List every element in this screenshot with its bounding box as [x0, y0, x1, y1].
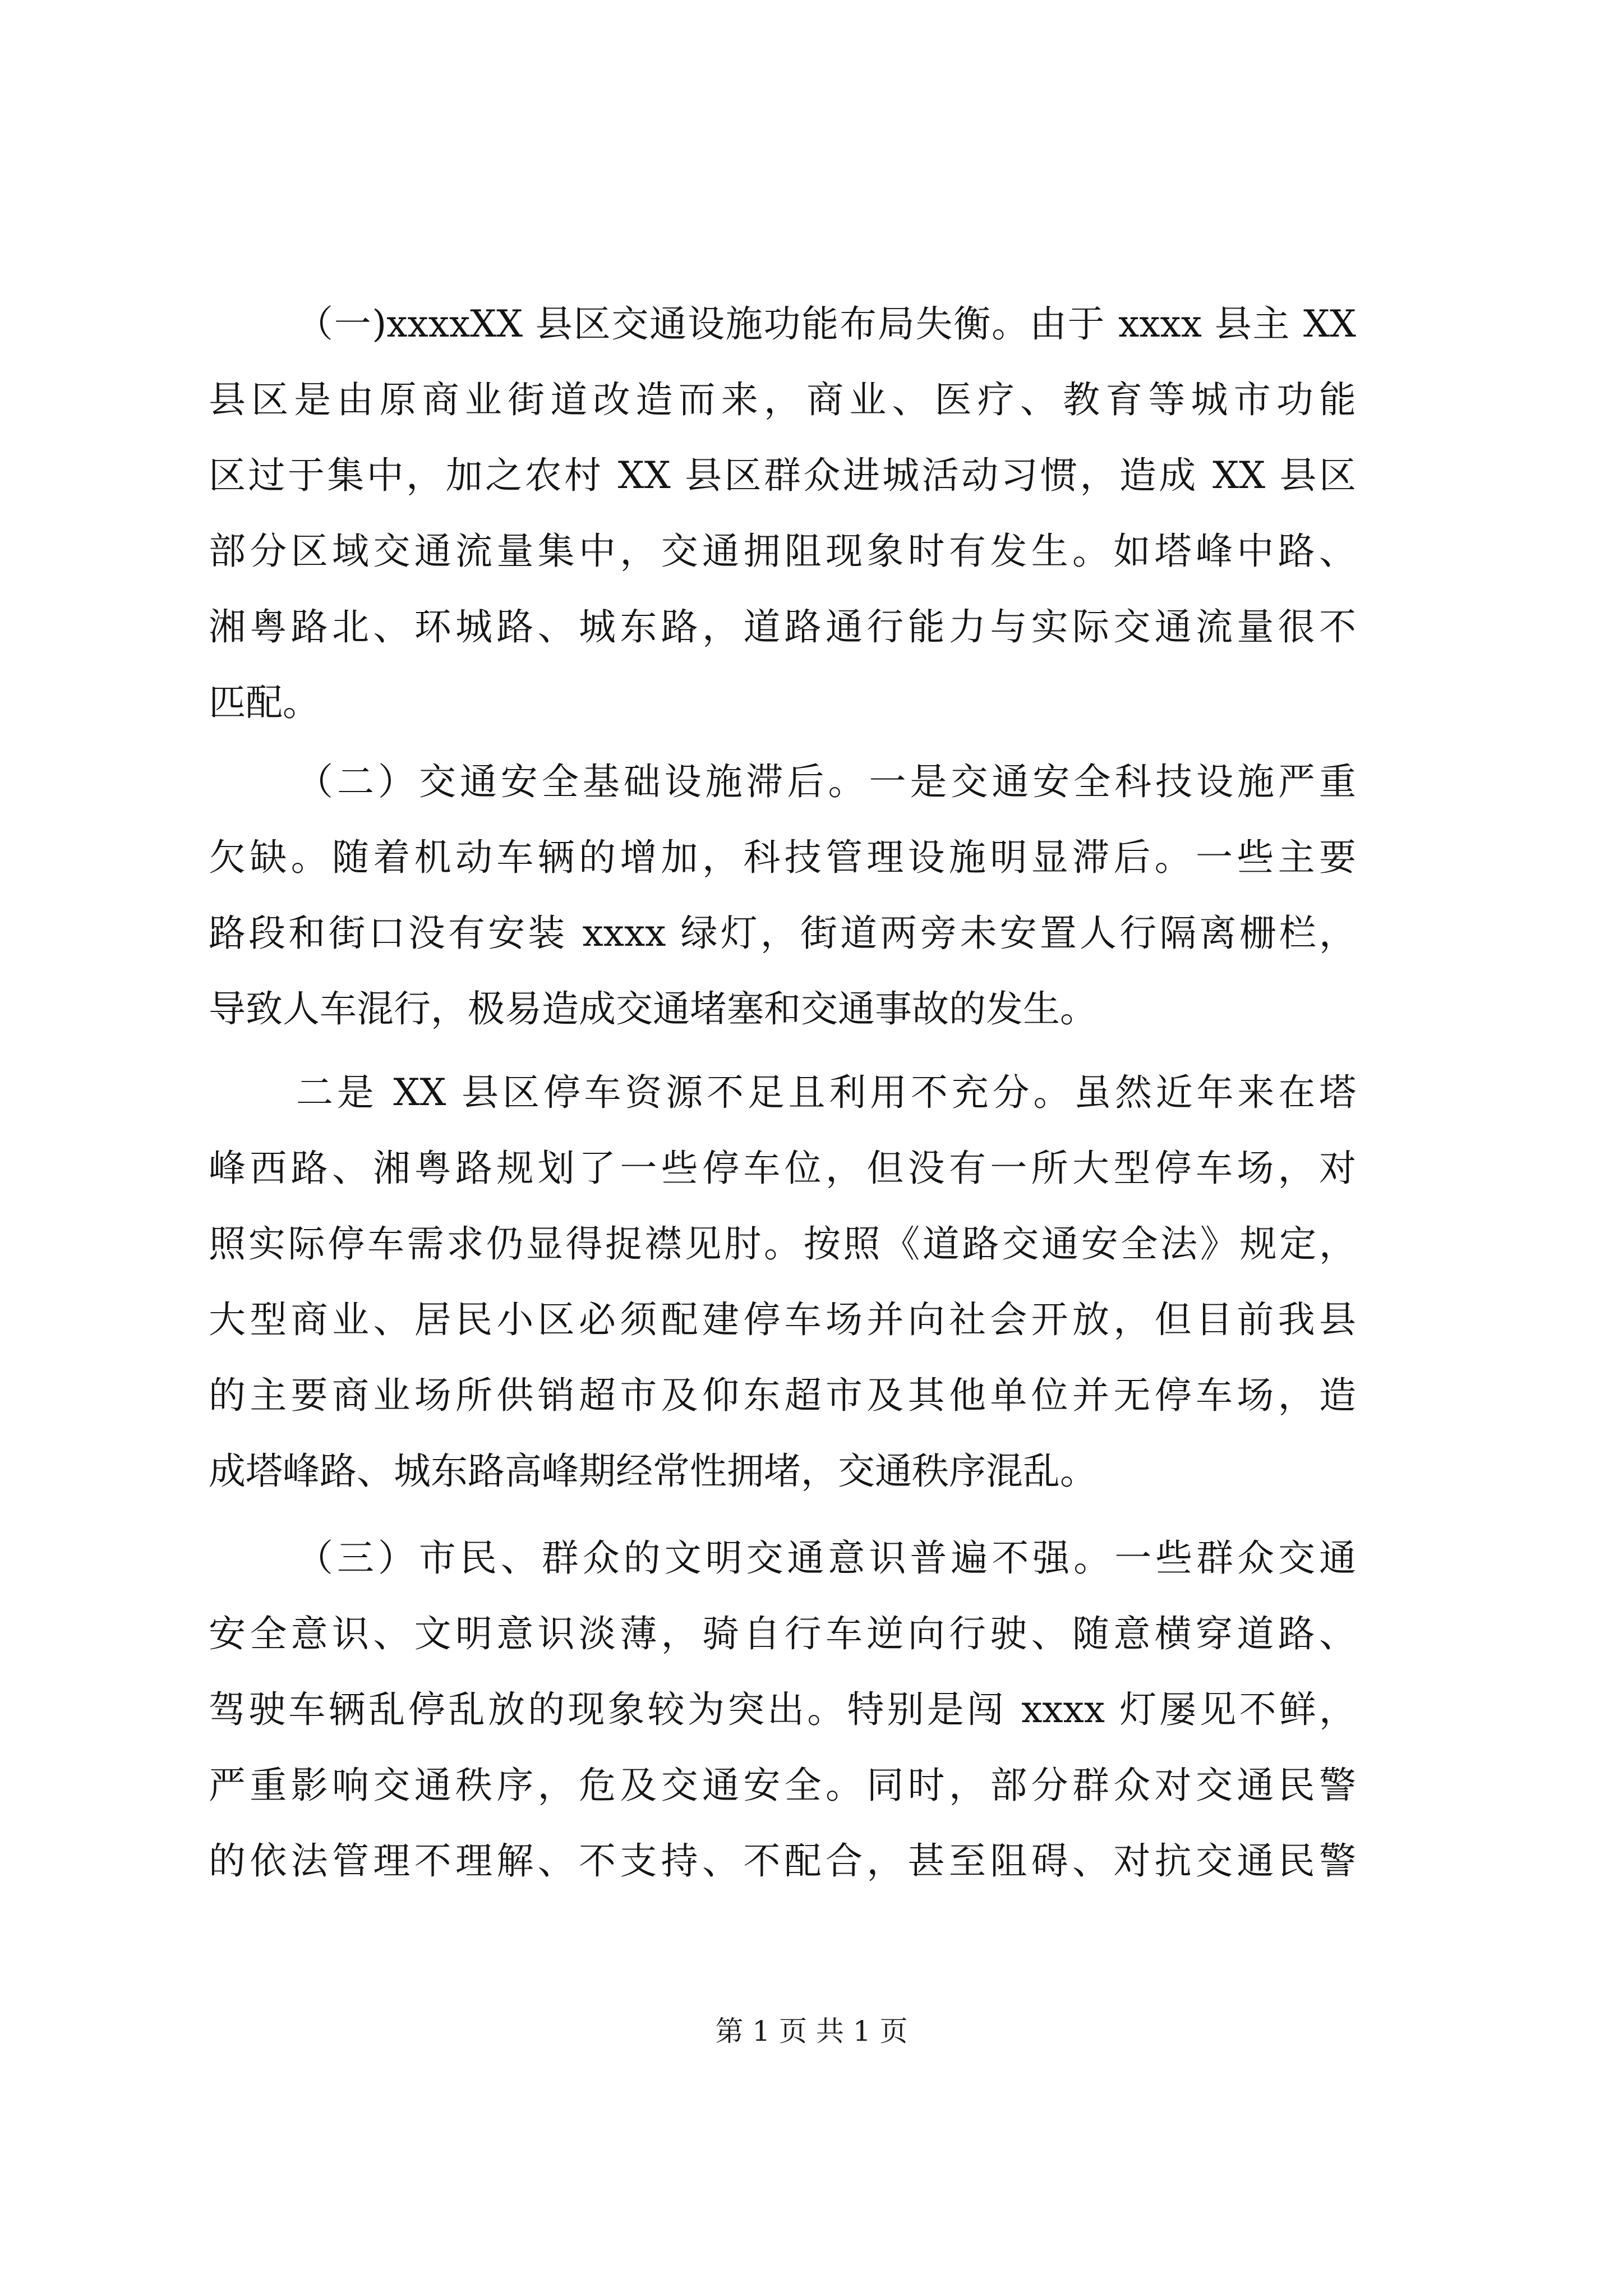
text-line: 二是 XX 县区停车资源不足且利用不充分。虽然近年来在塔 [296, 1071, 1356, 1114]
text-line: 的主要商业场所供销超市及仰东超市及其他单位并无停车场，造 [209, 1374, 1356, 1417]
text-line: （一)xxxxXX 县区交通设施功能布局失衡。由于 xxxx 县主 XX [296, 302, 1356, 346]
paragraph-3 [209, 1055, 1356, 1509]
text-line: 大型商业、居民小区必须配建停车场并向社会开放，但目前我县 [209, 1298, 1356, 1341]
text-line: （三）市民、群众的文明交通意识普遍不强。一些群众交通 [296, 1536, 1356, 1580]
text-line: 县区是由原商业街道改造而来，商业、医疗、教育等城市功能 [209, 378, 1356, 421]
text-line: 湘粤路北、环城路、城东路，道路通行能力与实际交通流量很不 [209, 605, 1356, 648]
text-line: （二）交通安全基础设施滞后。一是交通安全科技设施严重 [296, 760, 1356, 803]
text-line: 的依法管理不理解、不支持、不配合，甚至阻碍、对抗交通民警 [209, 1839, 1356, 1883]
paragraph-1 [209, 286, 1356, 740]
text-line: 成塔峰路、城东路高峰期经常性拥堵，交通秩序混乱。 [209, 1450, 1097, 1493]
text-line: 部分区域交通流量集中，交通拥阻现象时有发生。如塔峰中路、 [209, 530, 1356, 573]
paragraph-2 [209, 744, 1356, 1047]
page-footer [0, 2014, 1623, 2048]
text-line: 匹配。 [209, 681, 320, 724]
text-line: 欠缺。随着机动车辆的增加，科技管理设施明显滞后。一些主要 [209, 836, 1356, 879]
text-line: 驾驶车辆乱停乱放的现象较为突出。特别是闯 xxxx 灯屡见不鲜， [209, 1688, 1356, 1731]
text-line: 路段和街口没有安装 xxxx 绿灯，街道两旁未安置人行隔离栅栏， [209, 912, 1356, 955]
text-line: 导致人车混行，极易造成交通堵塞和交通事故的发生。 [209, 987, 1097, 1030]
text-line: 严重影响交通秩序，危及交通安全。同时，部分群众对交通民警 [209, 1764, 1356, 1807]
text-line: 峰西路、湘粤路规划了一些停车位，但没有一所大型停车场，对 [209, 1147, 1356, 1190]
text-line: 安全意识、文明意识淡薄，骑自行车逆向行驶、随意横穿道路、 [209, 1612, 1356, 1655]
text-line: 区过于集中，加之农村 XX 县区群众进城活动习惯，造成 XX 县区 [209, 454, 1356, 497]
paragraph-4 [209, 1520, 1356, 1899]
text-line: 照实际停车需求仍显得捉襟见肘。按照《道路交通安全法》规定， [209, 1222, 1356, 1266]
page-number-label: 第 1 页 共 1 页 [715, 2015, 908, 2047]
